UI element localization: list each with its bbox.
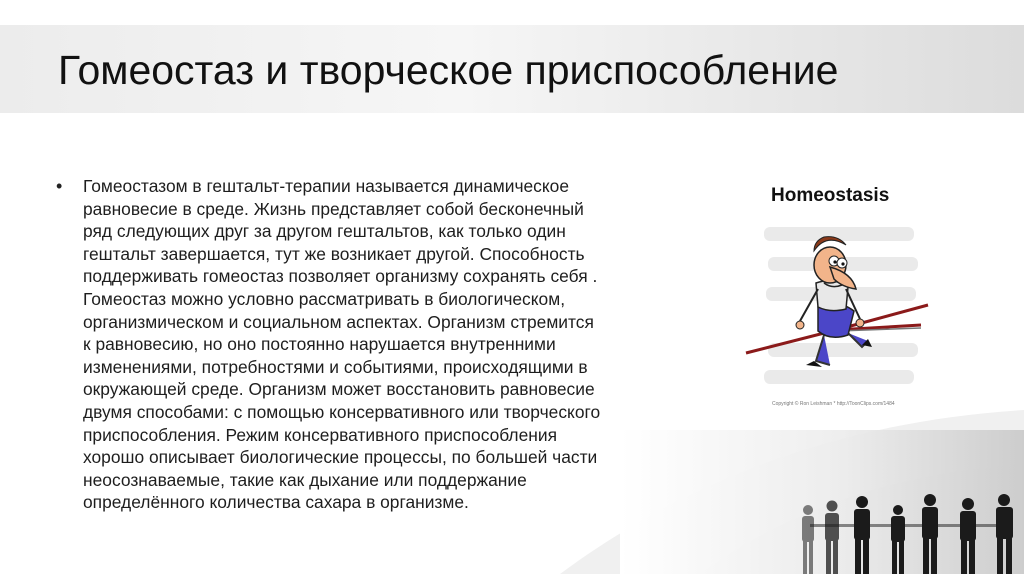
homeostasis-illustration xyxy=(738,165,1008,410)
slide-title: Гомеостаз и творческое приспособление xyxy=(58,47,839,93)
illustration-heading: Homeostasis xyxy=(771,185,890,206)
business-people-silhouettes xyxy=(790,480,1024,574)
illustration-caption: Copyright © Ron Leishman * http://ToonClips.com/1484 xyxy=(772,401,895,407)
bullet-text: Гомеостазом в гештальт-терапии называется динамическое равновесие в среде. Жизнь представляет собой бесконечный ряд следующих друг за другом гештальтов, как только один гештальт завершается, тут же возникает другой. Способность поддерживать гомеостаз позволяет организму сохранять себя . Гомеостаз можно условно рассматривать в биологическом, организмическом и социальном аспектах. Организм стремится к равновесию, но оно постоянно нарушается внутренними изменениями, потребностями и событиями, происходящими в окружающей среде. Организм может восстановить равновесие двумя способами: с помощью консервативного или творческого приспособления. Режим консервативного приспособления хорошо описывает биологические процессы, по большей части неосознаваемые, такие как дыхание или поддержание определённого количества сахара в организме. xyxy=(83,176,601,513)
bullet-marker: • xyxy=(56,176,63,196)
